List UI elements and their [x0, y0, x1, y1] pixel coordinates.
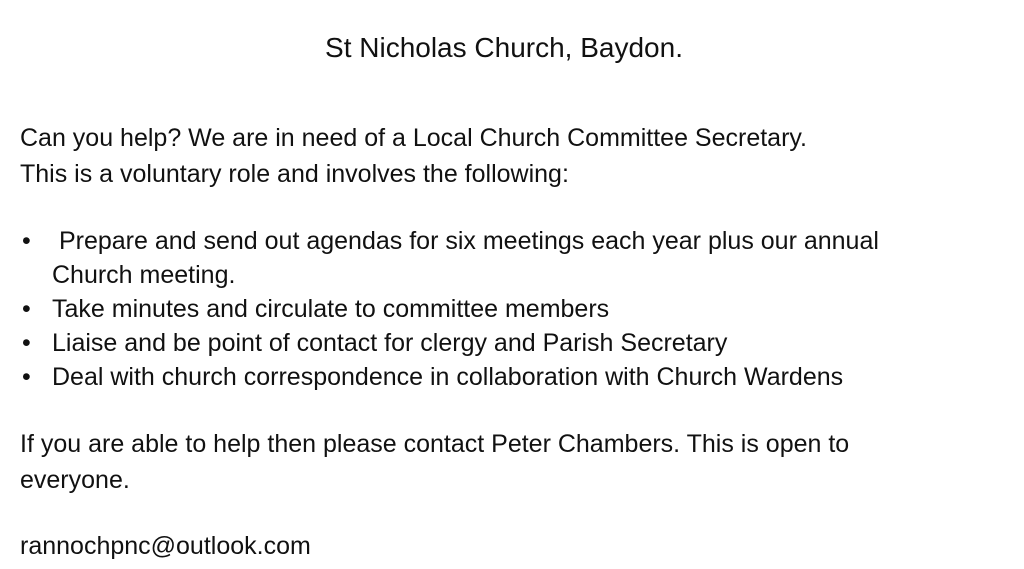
notice-title: St Nicholas Church, Baydon.: [325, 32, 683, 63]
list-item: [20, 326, 1024, 360]
bullet-icon: •: [22, 329, 31, 357]
duty-1-line-1: Prepare and send out agendas for six meetings each year plus our annual: [52, 227, 879, 255]
list-item: [20, 224, 1024, 292]
bullet-icon: •: [22, 295, 31, 323]
duty-4-text: Deal with church correspondence in collaboration with Church Wardens: [52, 363, 844, 391]
contact-line-2: everyone.: [20, 466, 130, 494]
contact-paragraph: [20, 426, 1020, 498]
duty-2-text: Take minutes and circulate to committee members: [52, 295, 610, 323]
intro-line-1: Can you help? We are in need of a Local Church Committee Secretary.: [20, 124, 807, 152]
contact-email[interactable]: rannochpnc@outlook.com: [20, 532, 311, 560]
intro-paragraph: [20, 120, 1020, 192]
intro-line-2: This is a voluntary role and involves the following:: [20, 160, 569, 188]
duty-1-line-2: Church meeting.: [52, 261, 236, 289]
duty-3-text: Liaise and be point of contact for clergy and Parish Secretary: [52, 329, 728, 357]
list-item: [20, 292, 1024, 326]
duties-list: [20, 224, 1024, 394]
bullet-icon: •: [22, 227, 31, 255]
list-item: [20, 360, 1024, 394]
contact-line-1: If you are able to help then please contact Peter Chambers. This is open to: [20, 430, 850, 458]
bullet-icon: •: [22, 363, 31, 391]
